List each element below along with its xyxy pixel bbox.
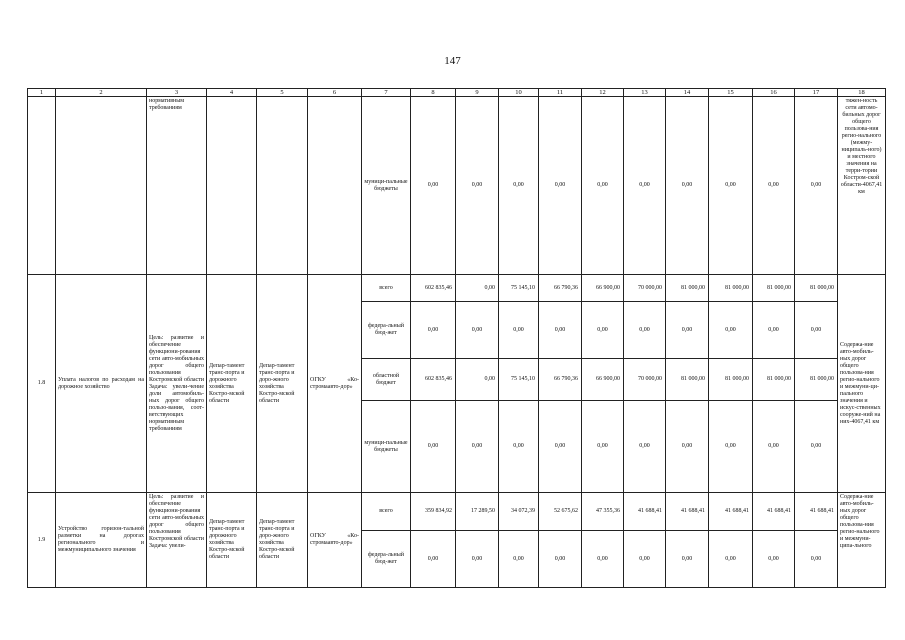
r18-value: 81 000,00 <box>666 275 709 302</box>
r18-value: 70 000,00 <box>624 359 666 401</box>
r18-value: 0,00 <box>753 302 795 359</box>
r19-value: 0,00 <box>753 531 795 588</box>
r18-value: 0,00 <box>539 302 582 359</box>
r19-value: 0,00 <box>411 531 456 588</box>
r18-value: 602 835,46 <box>411 275 456 302</box>
program-table <box>27 88 886 588</box>
header-cell: 16 <box>753 89 795 97</box>
r18-goal-cell: Цель: развитие и обеспечение функциони-рования сети авто-мобильных дорог общего пользования Костромской области Задача: увели-чение доли автомобиль-ных дорог общего пользо-вания, соот-ветствующих нормативным требованиям <box>147 275 207 493</box>
r19-value: 41 688,41 <box>795 493 838 531</box>
r19-goal-cell: Цель: развитие и обеспечение функциони-рования сети авто-мобильных дорог общего пользования Костромской области Задача: увели- <box>147 493 207 588</box>
r18-value: 0,00 <box>666 302 709 359</box>
r18-result-cell: Содержа-ние авто-мобиль-ных дорог общего пользова-ния регио-нального и межмуни-ци-пального значения и искус-ственных сооруже-ний на них-4067,41 км <box>838 275 886 493</box>
r18-value: 0,00 <box>709 302 753 359</box>
cont-value: 0,00 <box>499 97 539 275</box>
r18-value: 0,00 <box>709 401 753 493</box>
r19-result-cell: Содержа-ние авто-мобиль-ных дорог общего пользова-ния регио-нального и межмуни-ципа-льного <box>838 493 886 588</box>
r19-row-total <box>28 493 886 531</box>
r18-value: 70 000,00 <box>624 275 666 302</box>
header-cell: 15 <box>709 89 753 97</box>
header-cell: 6 <box>308 89 362 97</box>
header-cell: 17 <box>795 89 838 97</box>
r18-value: 81 000,00 <box>666 359 709 401</box>
r18-value: 602 835,46 <box>411 359 456 401</box>
header-cell: 18 <box>838 89 886 97</box>
r19-num-cell: 1.9 <box>28 493 56 588</box>
cont-num-cell <box>28 97 56 275</box>
r19-value: 0,00 <box>539 531 582 588</box>
cont-value: 0,00 <box>539 97 582 275</box>
r18-value: 81 000,00 <box>709 359 753 401</box>
r18-value: 0,00 <box>456 302 499 359</box>
r18-value: 0,00 <box>456 401 499 493</box>
r19-source-cell-0: всего <box>362 493 411 531</box>
r19-value: 41 688,41 <box>666 493 709 531</box>
r19-value: 47 355,36 <box>582 493 624 531</box>
r18-value: 81 000,00 <box>709 275 753 302</box>
r18-value: 66 790,36 <box>539 275 582 302</box>
header-cell: 8 <box>411 89 456 97</box>
r18-value: 66 900,00 <box>582 359 624 401</box>
cont-customer-cell <box>207 97 257 275</box>
header-cell: 2 <box>56 89 147 97</box>
r18-value: 0,00 <box>456 275 499 302</box>
r18-value: 0,00 <box>456 359 499 401</box>
r18-value: 81 000,00 <box>753 359 795 401</box>
cont-value: 0,00 <box>411 97 456 275</box>
r18-row-total <box>28 275 886 302</box>
r19-value: 0,00 <box>624 531 666 588</box>
header-cell: 4 <box>207 89 257 97</box>
r18-source-cell-1: федера-льный бюд-жет <box>362 302 411 359</box>
r18-value: 0,00 <box>499 401 539 493</box>
r19-value: 41 688,41 <box>624 493 666 531</box>
r18-source-cell-0: всего <box>362 275 411 302</box>
r18-executor-cell: ОГКУ «Ко-стромаавто-дор» <box>308 275 362 493</box>
cont-goal-cell: нормативным требованиям <box>147 97 207 275</box>
r18-customer-cell: Депар-тамент транс-порта и дорожного хозяйства Костро-мской области <box>207 275 257 493</box>
r18-value: 0,00 <box>795 302 838 359</box>
r19-responsible-cell: Депар-тамент транс-порта и доро-жного хозяйства Костро-мской области <box>257 493 308 588</box>
cont-value: 0,00 <box>753 97 795 275</box>
r18-value: 0,00 <box>624 401 666 493</box>
r19-value: 52 675,62 <box>539 493 582 531</box>
r19-value: 17 289,50 <box>456 493 499 531</box>
r19-customer-cell: Депар-тамент транс-порта и дорожного хозяйства Костро-мской области <box>207 493 257 588</box>
r19-executor-cell: ОГКУ «Ко-стромаавто-дор» <box>308 493 362 588</box>
r19-value: 41 688,41 <box>709 493 753 531</box>
r18-responsible-cell: Депар-тамент транс-порта и доро-жного хозяйства Костро-мской области <box>257 275 308 493</box>
r18-value: 0,00 <box>582 302 624 359</box>
header-cell: 13 <box>624 89 666 97</box>
header-cell: 7 <box>362 89 411 97</box>
header-cell: 9 <box>456 89 499 97</box>
cont-name-cell <box>56 97 147 275</box>
cont-value: 0,00 <box>456 97 499 275</box>
r18-value: 0,00 <box>582 401 624 493</box>
r18-value: 0,00 <box>411 302 456 359</box>
r19-value: 359 834,92 <box>411 493 456 531</box>
header-cell: 1 <box>28 89 56 97</box>
cont-value: 0,00 <box>666 97 709 275</box>
r18-value: 0,00 <box>624 302 666 359</box>
header-row <box>28 89 886 97</box>
cont-value: 0,00 <box>795 97 838 275</box>
r18-name-cell: Уплата налогов по расходам на дорожное хозяйство <box>56 275 147 493</box>
r19-value: 0,00 <box>499 531 539 588</box>
r19-source-cell-1: федера-льный бюд-жет <box>362 531 411 588</box>
cont-result-cell: тяжен-ность сети автомо-бильных дорог общего пользова-ния регио-нального (межму-ниципаль-ного) и местного значения на терри-тории Костром-ской области-4067,41 км <box>838 97 886 275</box>
r18-value: 66 900,00 <box>582 275 624 302</box>
cont-value: 0,00 <box>624 97 666 275</box>
r18-value: 81 000,00 <box>795 359 838 401</box>
cont-source-cell: муници-пальные бюджеты <box>362 97 411 275</box>
cont-value: 0,00 <box>582 97 624 275</box>
r19-value: 41 688,41 <box>753 493 795 531</box>
r18-value: 0,00 <box>539 401 582 493</box>
r18-source-cell-3: муници-пальные бюджеты <box>362 401 411 493</box>
r18-value: 75 145,10 <box>499 359 539 401</box>
header-cell: 12 <box>582 89 624 97</box>
r19-value: 0,00 <box>709 531 753 588</box>
cont-executor-cell <box>308 97 362 275</box>
header-cell: 11 <box>539 89 582 97</box>
r18-value: 0,00 <box>411 401 456 493</box>
cont-value: 0,00 <box>709 97 753 275</box>
r18-num-cell: 1.8 <box>28 275 56 493</box>
page-number: 147 <box>444 55 461 67</box>
r19-value: 0,00 <box>666 531 709 588</box>
r19-value: 0,00 <box>795 531 838 588</box>
r19-name-cell: Устройство горизон-тальной разметки на дорогах регионального и межмуниципального значения <box>56 493 147 588</box>
r18-value: 81 000,00 <box>795 275 838 302</box>
continuation-row <box>28 97 886 275</box>
header-cell: 5 <box>257 89 308 97</box>
header-cell: 14 <box>666 89 709 97</box>
r19-value: 34 072,39 <box>499 493 539 531</box>
r18-value: 0,00 <box>499 302 539 359</box>
r18-source-cell-2: областной бюджет <box>362 359 411 401</box>
r18-value: 75 145,10 <box>499 275 539 302</box>
r18-value: 66 790,36 <box>539 359 582 401</box>
r18-value: 81 000,00 <box>753 275 795 302</box>
r18-value: 0,00 <box>666 401 709 493</box>
cont-responsible-cell <box>257 97 308 275</box>
r18-value: 0,00 <box>795 401 838 493</box>
header-cell: 3 <box>147 89 207 97</box>
header-cell: 10 <box>499 89 539 97</box>
r19-value: 0,00 <box>456 531 499 588</box>
r18-value: 0,00 <box>753 401 795 493</box>
r19-value: 0,00 <box>582 531 624 588</box>
